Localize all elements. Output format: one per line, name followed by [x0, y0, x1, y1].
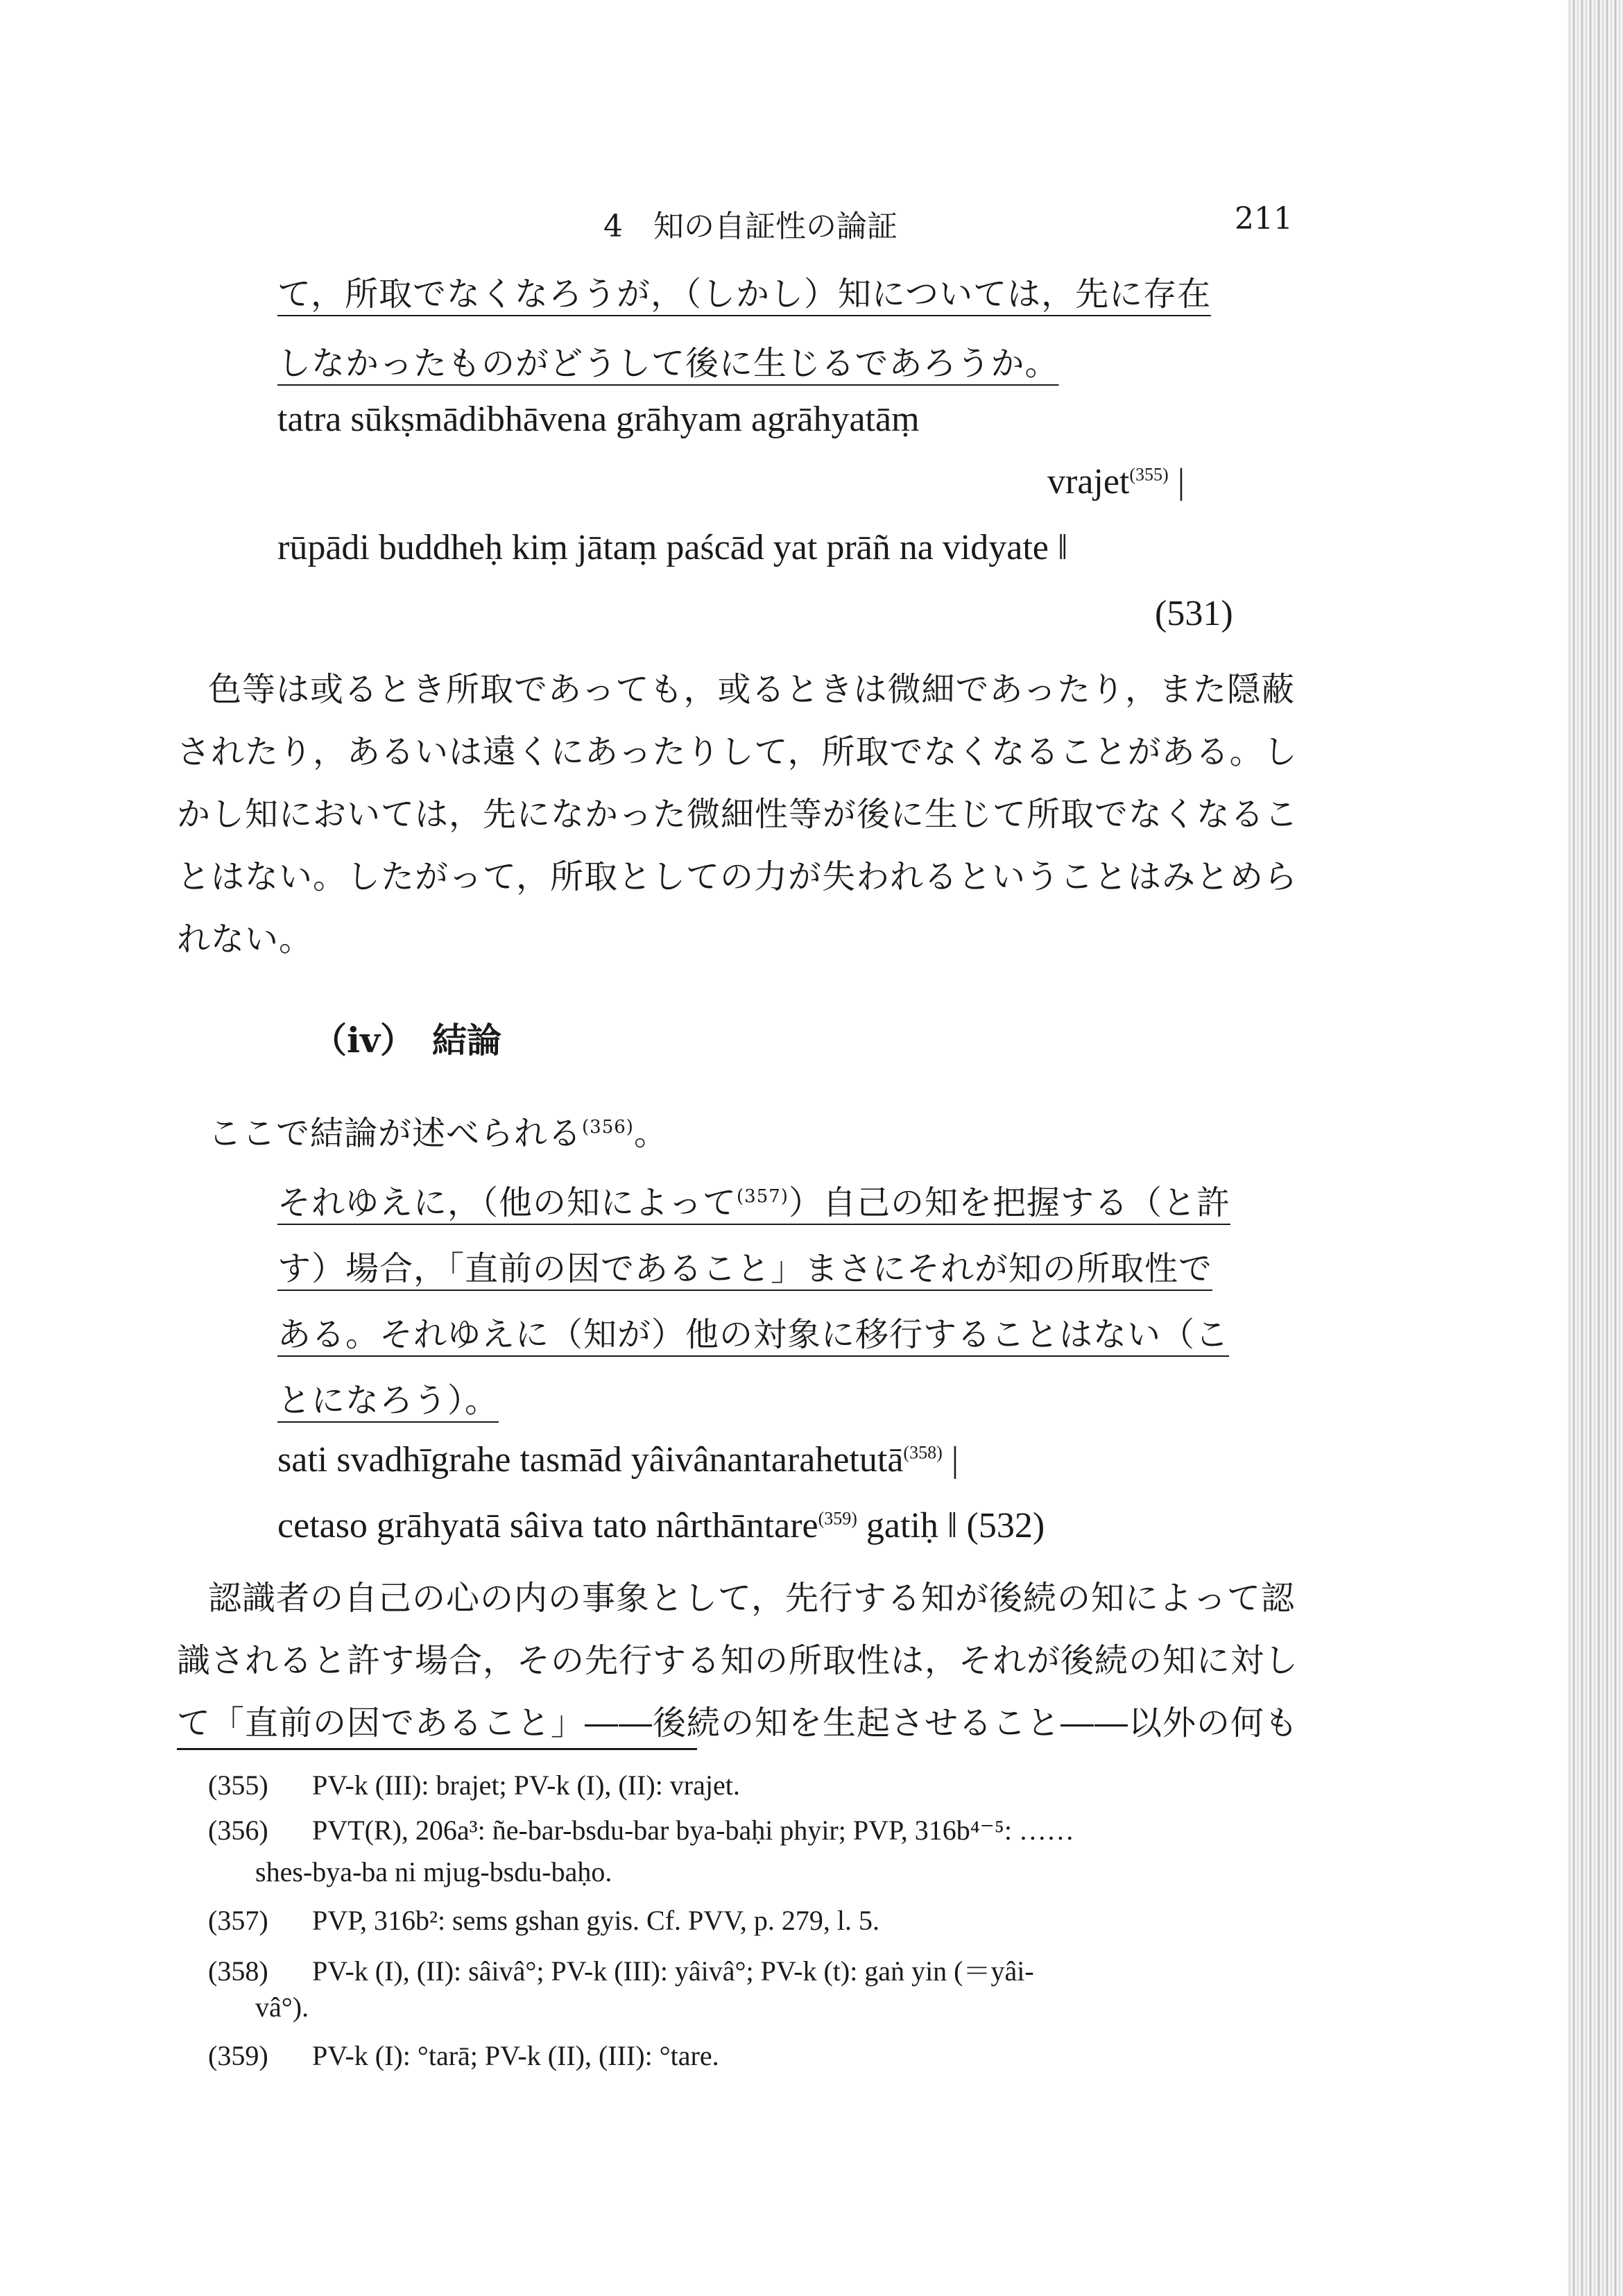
footnote-ref-355: (355) — [1129, 464, 1169, 485]
footnote-divider — [177, 1748, 697, 1750]
footnote-number: (356) — [208, 1815, 268, 1846]
verse532-line1-end: | — [942, 1440, 959, 1480]
footnote-358-continuation: vâ°). — [255, 1991, 309, 2023]
section-heading: （iv） 結論 — [312, 1020, 502, 1061]
footnote-ref-357: (357) — [737, 1186, 789, 1207]
para2-end: 。 — [633, 1114, 668, 1153]
footnote-ref-356: (356) — [582, 1117, 634, 1138]
running-head: 4 知の自証性の論証 — [603, 209, 898, 244]
footnote-number: (357) — [208, 1905, 268, 1936]
footnote-text: PVT(R), 206a³: ñe-bar-bsdu-bar bya-baḥi phyir; PVP, 316b⁴⁻⁵: …… — [312, 1815, 1074, 1846]
footnote-359 — [208, 2039, 719, 2072]
footnote-text: PV-k (III): brajet; PV-k (I), (II): vrajet. — [312, 1770, 740, 1801]
para3-line1: 認識者の自己の心の内の事象として，先行する知が後続の知によって認 — [208, 1579, 1296, 1618]
quote2-line1-b: ）自己の知を把握する（と許 — [788, 1183, 1230, 1222]
binding-shadow — [1568, 0, 1623, 2296]
quote2-line2: す）場合，「直前の因であること」まさにそれが知の所取性で — [277, 1249, 1213, 1288]
verse531-number: (531) — [1155, 594, 1233, 633]
quote2-line1 — [277, 1176, 1230, 1224]
para1-line5: れない。 — [177, 920, 314, 959]
quote1-line1: て，所取でなくなろうが，（しかし）知については，先に存在 — [277, 275, 1212, 314]
quote2-line3: ある。それゆえに（知が）他の対象に移行することはない（こ — [277, 1315, 1230, 1354]
verse531-line2 — [1047, 461, 1185, 502]
para1-line3: かし知においては，先になかった微細性等が後に生じて所取でなくなるこ — [177, 795, 1299, 834]
verse531-line2-end: | — [1168, 462, 1185, 502]
footnote-ref-358: (358) — [903, 1442, 943, 1463]
para1-line4: とはない。したがって，所取としての力が失われるということはみとめら — [177, 857, 1298, 896]
quote2-line1-a: それゆえに，（他の知によって — [277, 1183, 737, 1222]
para2-line — [208, 1106, 668, 1154]
para3-line3: て「直前の因であること」――後続の知を生起させること――以外の何も — [177, 1704, 1299, 1742]
footnote-text: PV-k (I): °tarā; PV-k (II), (III): °tare. — [312, 2040, 719, 2071]
verse532-line1 — [277, 1439, 959, 1480]
footnote-356 — [208, 1814, 1074, 1847]
verse532-line2-text: cetaso grāhyatā sâiva tato nârthāntare — [277, 1506, 818, 1545]
para1-line1: 色等は或るとき所取であっても，或るときは微細であったり，また隠蔽 — [208, 670, 1296, 709]
footnote-number: (358) — [208, 1955, 268, 1987]
page-number: 211 — [1235, 201, 1293, 237]
verse532-line2-end: gatiḥ ǁ (532) — [857, 1506, 1045, 1545]
verse531-line3: rūpādi buddheḥ kiṃ jātaṃ paścād yat prāñ na vidyate ǁ — [277, 528, 1068, 567]
verse532-line2 — [277, 1505, 1045, 1546]
verse531-line1: tatra sūkṣmādibhāvena grāhyam agrāhyatāṃ — [277, 400, 920, 439]
footnote-355 — [208, 1769, 740, 1801]
footnote-text: PVP, 316b²: sems gshan gyis. Cf. PVV, p. 279, l. 5. — [312, 1905, 880, 1936]
para3-line2: 識されると許す場合，その先行する知の所取性は，それが後続の知に対し — [177, 1641, 1299, 1680]
quote1-line2: しなかったものがどうして後に生じるであろうか。 — [277, 344, 1059, 383]
verse531-line2-text: vrajet — [1047, 462, 1130, 502]
footnote-356-continuation: shes-bya-ba ni mjug-bsdu-baḥo. — [255, 1856, 612, 1887]
verse532-line1-text: sati svadhīgrahe tasmād yâivânantarahetutā — [277, 1440, 904, 1480]
footnote-number: (359) — [208, 2040, 268, 2071]
footnote-number: (355) — [208, 1770, 268, 1801]
quote2-line4: とになろう）。 — [277, 1381, 499, 1420]
footnote-358 — [208, 1949, 1034, 1989]
footnote-357 — [208, 1904, 879, 1937]
para2-text: ここで結論が述べられる — [208, 1114, 583, 1153]
footnote-text: PV-k (I), (II): sâivâ°; PV-k (III): yâivâ°; PV-k (t): gaṅ yin (＝yâi- — [312, 1955, 1034, 1987]
footnote-ref-359: (359) — [818, 1508, 857, 1529]
para1-line2: されたり，あるいは遠くにあったりして，所取でなくなることがある。し — [177, 733, 1298, 771]
